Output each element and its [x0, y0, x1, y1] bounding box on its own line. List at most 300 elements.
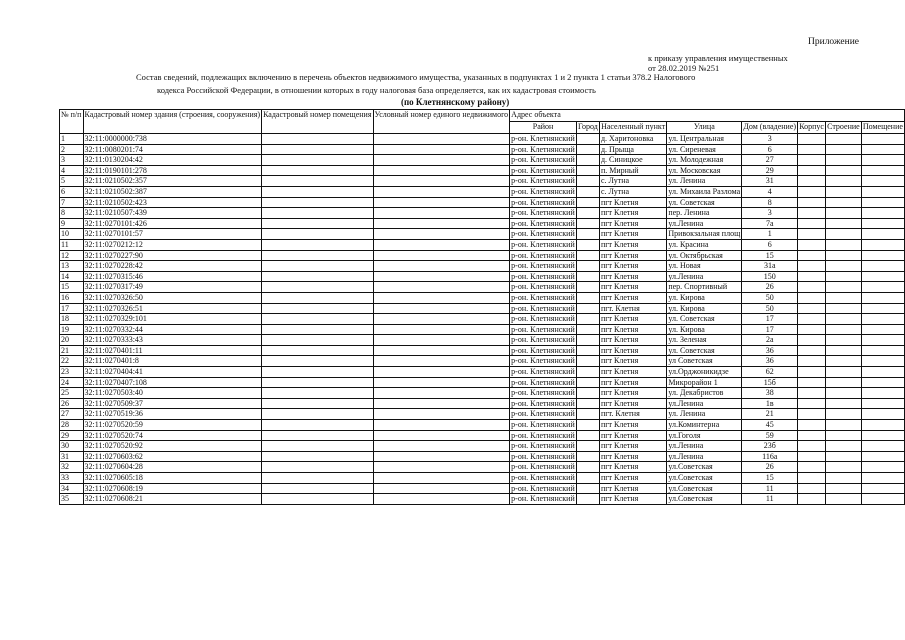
house-cell: 50	[742, 303, 798, 314]
cad-room-cell	[262, 388, 373, 399]
street-cell: ул.Гоголя	[667, 430, 742, 441]
korpus-cell	[798, 282, 826, 293]
cadastral-number: 32:11:0210502:357	[83, 176, 262, 187]
house-cell: 1в	[742, 398, 798, 409]
cadastral-number: 32:11:0270407:108	[83, 377, 262, 388]
city-cell	[576, 367, 599, 378]
row-number: 8	[60, 208, 84, 219]
street-cell: ул.Ленина	[667, 271, 742, 282]
locality-cell: с. Лутна	[599, 176, 666, 187]
city-cell	[576, 356, 599, 367]
city-cell	[576, 134, 599, 145]
pomeshchenie-cell	[861, 271, 904, 282]
locality-cell: пгт Клетня	[599, 335, 666, 346]
district-cell: р-он. Клетнянский	[511, 430, 575, 440]
locality-cell: пгт Клетня	[599, 398, 666, 409]
cond-num-cell	[373, 186, 510, 197]
cad-room-cell	[262, 239, 373, 250]
cond-num-cell	[373, 473, 510, 484]
header-num: № п/п	[60, 110, 84, 134]
city-cell	[576, 271, 599, 282]
city-cell	[576, 420, 599, 431]
cadastral-number: 32:11:0270503:40	[83, 388, 262, 399]
house-cell: 31	[742, 176, 798, 187]
stroenie-cell	[826, 473, 862, 484]
stroenie-cell	[826, 218, 862, 229]
row-number: 33	[60, 473, 84, 484]
row-number: 3	[60, 155, 84, 166]
district-cell: р-он. Клетнянский	[511, 494, 575, 504]
row-number: 16	[60, 292, 84, 303]
table-row	[60, 367, 905, 378]
cadastral-number: 32:11:0270315:46	[83, 271, 262, 282]
cad-room-cell	[262, 314, 373, 325]
cad-room-cell	[262, 271, 373, 282]
pomeshchenie-cell	[861, 356, 904, 367]
cond-num-cell	[373, 197, 510, 208]
cond-num-cell	[373, 229, 510, 240]
street-cell: пер. Спортивный	[667, 282, 742, 293]
pomeshchenie-cell	[861, 314, 904, 325]
row-number: 5	[60, 176, 84, 187]
order-reference-line2: от 28.02.2019 №251	[648, 63, 720, 73]
house-cell: 36	[742, 356, 798, 367]
city-cell	[576, 430, 599, 441]
table-row	[60, 197, 905, 208]
header-address: Адрес объекта	[510, 110, 905, 122]
row-number: 11	[60, 239, 84, 250]
cad-room-cell	[262, 356, 373, 367]
stroenie-cell	[826, 292, 862, 303]
cadastral-number: 32:11:0270332:44	[83, 324, 262, 335]
locality-cell: пгт Клетня	[599, 356, 666, 367]
stroenie-cell	[826, 176, 862, 187]
pomeshchenie-cell	[861, 218, 904, 229]
house-cell: 38	[742, 388, 798, 399]
row-number: 30	[60, 441, 84, 452]
pomeshchenie-cell	[861, 409, 904, 420]
street-cell: ул. Красина	[667, 239, 742, 250]
header-cad-building: Кадастровый номер здания (строения, сооружения)	[83, 110, 262, 134]
locality-cell: пгт Клетня	[599, 314, 666, 325]
locality-cell: пгт Клетня	[599, 473, 666, 484]
city-cell	[576, 324, 599, 335]
row-number: 12	[60, 250, 84, 261]
stroenie-cell	[826, 367, 862, 378]
korpus-cell	[798, 176, 826, 187]
street-cell: ул. Советская	[667, 197, 742, 208]
street-cell: пер. Ленина	[667, 208, 742, 219]
cadastral-number: 32:11:0270101:426	[83, 218, 262, 229]
korpus-cell	[798, 398, 826, 409]
city-cell	[576, 473, 599, 484]
cadastral-number: 32:11:0210502:387	[83, 186, 262, 197]
stroenie-cell	[826, 430, 862, 441]
table-row	[60, 144, 905, 155]
street-cell: Микрорайон 1	[667, 377, 742, 388]
table-row	[60, 441, 905, 452]
locality-cell: пгт Клетня	[599, 377, 666, 388]
korpus-cell	[798, 229, 826, 240]
locality-cell: пгт Клетня	[599, 462, 666, 473]
stroenie-cell	[826, 134, 862, 145]
cond-num-cell	[373, 335, 510, 346]
pomeshchenie-cell	[861, 303, 904, 314]
locality-cell: д. Синицкое	[599, 155, 666, 166]
row-number: 26	[60, 398, 84, 409]
district-cell: р-он. Клетнянский	[511, 250, 575, 260]
cad-room-cell	[262, 420, 373, 431]
cad-room-cell	[262, 282, 373, 293]
table-row	[60, 345, 905, 356]
korpus-cell	[798, 483, 826, 494]
street-cell: ул.Советская	[667, 494, 742, 505]
cond-num-cell	[373, 208, 510, 219]
house-cell: 2а	[742, 335, 798, 346]
table-row	[60, 409, 905, 420]
pomeshchenie-cell	[861, 176, 904, 187]
locality-cell: пгт. Клетня	[599, 303, 666, 314]
row-number: 7	[60, 197, 84, 208]
cadastral-number: 32:11:0270605:18	[83, 473, 262, 484]
city-cell	[576, 345, 599, 356]
document-title-line2: кодекса Российской Федерации, в отношении которых в году налоговая база определяется, как их кадастровая стоимость	[157, 85, 596, 95]
city-cell	[576, 314, 599, 325]
locality-cell: пгт Клетня	[599, 388, 666, 399]
row-number: 21	[60, 345, 84, 356]
row-number: 1	[60, 134, 84, 145]
cond-num-cell	[373, 388, 510, 399]
house-cell: 1	[742, 229, 798, 240]
korpus-cell	[798, 409, 826, 420]
street-cell: ул. Новая	[667, 261, 742, 272]
district-cell: р-он. Клетнянский	[511, 420, 575, 430]
stroenie-cell	[826, 356, 862, 367]
table-row	[60, 134, 905, 145]
house-cell: 50	[742, 292, 798, 303]
street-cell: ул.Ленина	[667, 398, 742, 409]
pomeshchenie-cell	[861, 197, 904, 208]
stroenie-cell	[826, 250, 862, 261]
house-cell: 15	[742, 250, 798, 261]
house-cell: 116а	[742, 451, 798, 462]
korpus-cell	[798, 144, 826, 155]
cond-num-cell	[373, 356, 510, 367]
locality-cell: пгт Клетня	[599, 261, 666, 272]
street-cell: ул. Кирова	[667, 292, 742, 303]
district-cell: р-он. Клетнянский	[511, 398, 575, 408]
cond-num-cell	[373, 420, 510, 431]
city-cell	[576, 335, 599, 346]
cadastral-number: 32:11:0270603:62	[83, 451, 262, 462]
district-cell: р-он. Клетнянский	[511, 176, 575, 186]
cad-room-cell	[262, 377, 373, 388]
korpus-cell	[798, 303, 826, 314]
header-pomeshchenie: Помещение	[861, 122, 904, 134]
district-cell: р-он. Клетнянский	[511, 324, 575, 334]
street-cell: ул. Кирова	[667, 324, 742, 335]
cadastral-number: 32:11:0270401:8	[83, 356, 262, 367]
table-row	[60, 335, 905, 346]
stroenie-cell	[826, 155, 862, 166]
cadastral-number: 32:11:0210502:423	[83, 197, 262, 208]
cadastral-number: 32:11:0270401:11	[83, 345, 262, 356]
street-cell: ул. Кирова	[667, 303, 742, 314]
table-row	[60, 356, 905, 367]
korpus-cell	[798, 345, 826, 356]
district-cell: р-он. Клетнянский	[511, 451, 575, 461]
property-register-table	[59, 109, 905, 505]
korpus-cell	[798, 430, 826, 441]
table-row	[60, 494, 905, 505]
table-row	[60, 388, 905, 399]
street-cell: ул. Московская	[667, 165, 742, 176]
house-cell: 26	[742, 462, 798, 473]
cond-num-cell	[373, 218, 510, 229]
table-row	[60, 229, 905, 240]
city-cell	[576, 388, 599, 399]
pomeshchenie-cell	[861, 239, 904, 250]
street-cell: ул.Советская	[667, 483, 742, 494]
cadastral-number: 32:11:0270326:50	[83, 292, 262, 303]
cond-num-cell	[373, 409, 510, 420]
district-cell: р-он. Клетнянский	[511, 367, 575, 377]
pomeshchenie-cell	[861, 420, 904, 431]
stroenie-cell	[826, 398, 862, 409]
korpus-cell	[798, 239, 826, 250]
district-cell: р-он. Клетнянский	[511, 335, 575, 345]
cad-room-cell	[262, 324, 373, 335]
district-cell: р-он. Клетнянский	[511, 165, 575, 175]
pomeshchenie-cell	[861, 335, 904, 346]
stroenie-cell	[826, 261, 862, 272]
city-cell	[576, 144, 599, 155]
street-cell: ул.Советская	[667, 462, 742, 473]
cad-room-cell	[262, 165, 373, 176]
pomeshchenie-cell	[861, 494, 904, 505]
district-cell: р-он. Клетнянский	[511, 462, 575, 472]
cad-room-cell	[262, 229, 373, 240]
locality-cell: пгт Клетня	[599, 282, 666, 293]
table-row	[60, 451, 905, 462]
district-cell: р-он. Клетнянский	[511, 303, 575, 313]
cond-num-cell	[373, 134, 510, 145]
street-cell: ул. Советская	[667, 314, 742, 325]
locality-cell: пгт Клетня	[599, 494, 666, 505]
district-cell: р-он. Клетнянский	[511, 377, 575, 387]
house-cell: 7а	[742, 218, 798, 229]
cadastral-number: 32:11:0270212:12	[83, 239, 262, 250]
row-number: 23	[60, 367, 84, 378]
cad-room-cell	[262, 197, 373, 208]
pomeshchenie-cell	[861, 250, 904, 261]
pomeshchenie-cell	[861, 398, 904, 409]
city-cell	[576, 176, 599, 187]
street-cell: ул.Ленина	[667, 218, 742, 229]
pomeshchenie-cell	[861, 186, 904, 197]
stroenie-cell	[826, 239, 862, 250]
table-row	[60, 155, 905, 166]
korpus-cell	[798, 324, 826, 335]
cond-num-cell	[373, 155, 510, 166]
pomeshchenie-cell	[861, 451, 904, 462]
cad-room-cell	[262, 473, 373, 484]
house-cell: 23б	[742, 441, 798, 452]
table-row	[60, 186, 905, 197]
stroenie-cell	[826, 462, 862, 473]
stroenie-cell	[826, 483, 862, 494]
cadastral-number: 32:11:0270329:101	[83, 314, 262, 325]
house-cell: 11	[742, 483, 798, 494]
row-number: 15	[60, 282, 84, 293]
pomeshchenie-cell	[861, 377, 904, 388]
cond-num-cell	[373, 292, 510, 303]
district-cell: р-он. Клетнянский	[511, 208, 575, 218]
row-number: 10	[60, 229, 84, 240]
header-city: Город	[576, 122, 599, 134]
cadastral-number: 32:11:0270509:37	[83, 398, 262, 409]
cad-room-cell	[262, 186, 373, 197]
street-cell: ул. Ленина	[667, 409, 742, 420]
cadastral-number: 32:11:0270608:21	[83, 494, 262, 505]
cad-room-cell	[262, 430, 373, 441]
cadastral-number: 32:11:0270227:90	[83, 250, 262, 261]
cad-room-cell	[262, 451, 373, 462]
house-cell: 17	[742, 314, 798, 325]
district-cell: р-он. Клетнянский	[511, 271, 575, 281]
stroenie-cell	[826, 335, 862, 346]
stroenie-cell	[826, 186, 862, 197]
row-number: 28	[60, 420, 84, 431]
row-number: 19	[60, 324, 84, 335]
locality-cell: пгт Клетня	[599, 197, 666, 208]
locality-cell: пгт Клетня	[599, 430, 666, 441]
house-cell: 150	[742, 271, 798, 282]
district-cell: р-он. Клетнянский	[511, 356, 575, 366]
pomeshchenie-cell	[861, 208, 904, 219]
district-cell: р-он. Клетнянский	[511, 292, 575, 302]
pomeshchenie-cell	[861, 483, 904, 494]
street-cell: ул.Коминтерна	[667, 420, 742, 431]
cadastral-number: 32:11:0080201:74	[83, 144, 262, 155]
header-house: Дом (владение)	[742, 122, 798, 134]
cond-num-cell	[373, 367, 510, 378]
cond-num-cell	[373, 176, 510, 187]
pomeshchenie-cell	[861, 261, 904, 272]
district-cell: р-он. Клетнянский	[511, 186, 575, 196]
korpus-cell	[798, 250, 826, 261]
cond-num-cell	[373, 345, 510, 356]
cond-num-cell	[373, 451, 510, 462]
district-cell: р-он. Клетнянский	[511, 229, 575, 239]
district-cell: р-он. Клетнянский	[511, 134, 575, 143]
city-cell	[576, 377, 599, 388]
district-cell: р-он. Клетнянский	[511, 197, 575, 207]
stroenie-cell	[826, 377, 862, 388]
korpus-cell	[798, 165, 826, 176]
korpus-cell	[798, 218, 826, 229]
city-cell	[576, 292, 599, 303]
cad-room-cell	[262, 261, 373, 272]
cadastral-number: 32:11:0270404:41	[83, 367, 262, 378]
cond-num-cell	[373, 314, 510, 325]
cadastral-number: 32:11:0000000:738	[83, 134, 262, 145]
cad-room-cell	[262, 494, 373, 505]
district-cell: р-он. Клетнянский	[511, 409, 575, 419]
district-cell: р-он. Клетнянский	[511, 282, 575, 292]
stroenie-cell	[826, 345, 862, 356]
row-number: 4	[60, 165, 84, 176]
district-cell: р-он. Клетнянский	[511, 155, 575, 165]
cad-room-cell	[262, 398, 373, 409]
locality-cell: пгт Клетня	[599, 208, 666, 219]
pomeshchenie-cell	[861, 430, 904, 441]
pomeshchenie-cell	[861, 165, 904, 176]
city-cell	[576, 282, 599, 293]
district-cell: р-он. Клетнянский	[511, 239, 575, 249]
street-cell: ул. Декабристов	[667, 388, 742, 399]
order-reference-line1: к приказу управления имущественных	[648, 53, 788, 63]
locality-cell: пгт Клетня	[599, 292, 666, 303]
cad-room-cell	[262, 155, 373, 166]
pomeshchenie-cell	[861, 345, 904, 356]
cadastral-number: 32:11:0270520:59	[83, 420, 262, 431]
pomeshchenie-cell	[861, 229, 904, 240]
district-cell: р-он. Клетнянский	[511, 345, 575, 355]
street-cell: ул.Орджоникидзе	[667, 367, 742, 378]
row-number: 24	[60, 377, 84, 388]
korpus-cell	[798, 441, 826, 452]
locality-cell: п. Мирный	[599, 165, 666, 176]
korpus-cell	[798, 155, 826, 166]
house-cell: 27	[742, 155, 798, 166]
district-cell: р-он. Клетнянский	[511, 144, 575, 154]
cond-num-cell	[373, 239, 510, 250]
header-locality: Населенный пункт	[599, 122, 666, 134]
house-cell: 59	[742, 430, 798, 441]
row-number: 35	[60, 494, 84, 505]
cad-room-cell	[262, 176, 373, 187]
city-cell	[576, 494, 599, 505]
locality-cell: пгт Клетня	[599, 229, 666, 240]
stroenie-cell	[826, 282, 862, 293]
cond-num-cell	[373, 261, 510, 272]
cond-num-cell	[373, 282, 510, 293]
row-number: 18	[60, 314, 84, 325]
stroenie-cell	[826, 208, 862, 219]
city-cell	[576, 208, 599, 219]
table-row	[60, 462, 905, 473]
cond-num-cell	[373, 377, 510, 388]
city-cell	[576, 165, 599, 176]
table-row	[60, 398, 905, 409]
table-row	[60, 208, 905, 219]
stroenie-cell	[826, 420, 862, 431]
cond-num-cell	[373, 144, 510, 155]
locality-cell: д. Прыща	[599, 144, 666, 155]
cad-room-cell	[262, 250, 373, 261]
row-number: 22	[60, 356, 84, 367]
table-row	[60, 292, 905, 303]
city-cell	[576, 250, 599, 261]
cond-num-cell	[373, 250, 510, 261]
city-cell	[576, 239, 599, 250]
locality-cell: пгт Клетня	[599, 218, 666, 229]
pomeshchenie-cell	[861, 324, 904, 335]
street-cell: ул. Ленина	[667, 176, 742, 187]
korpus-cell	[798, 208, 826, 219]
row-number: 32	[60, 462, 84, 473]
